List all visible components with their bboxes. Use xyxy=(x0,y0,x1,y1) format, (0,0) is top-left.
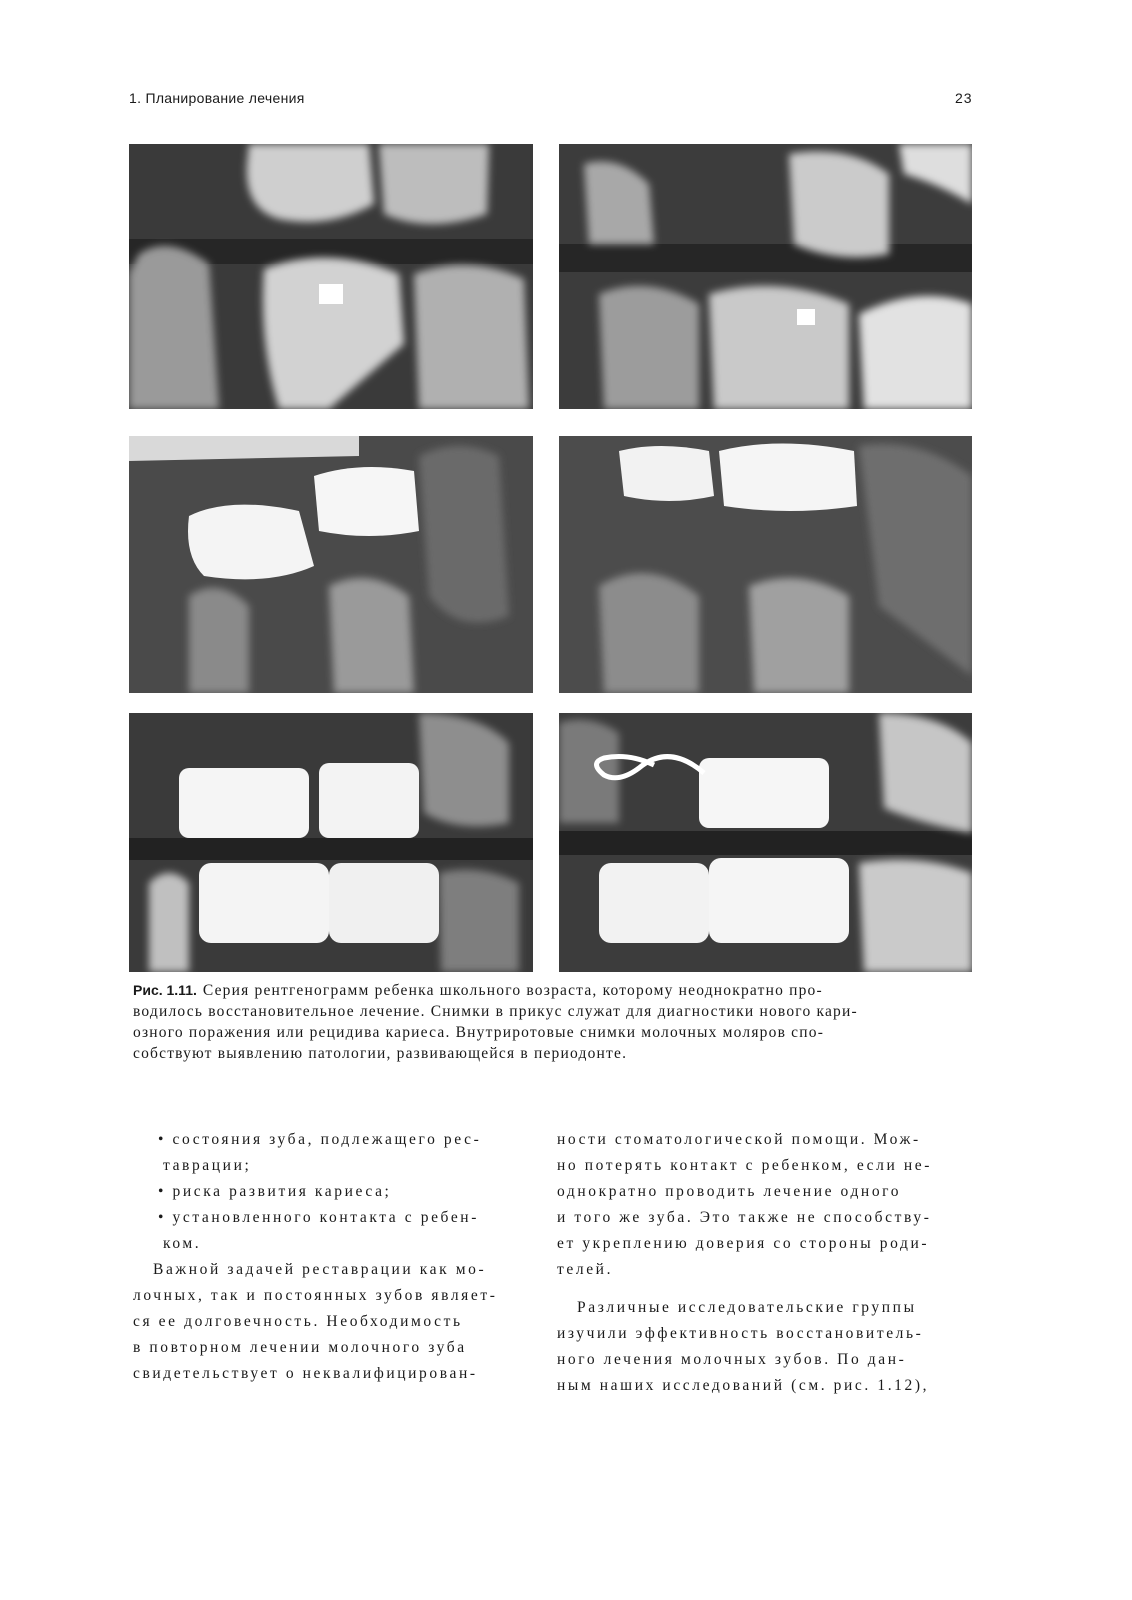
paragraph-line: изучили эффективность восстановитель- xyxy=(557,1325,924,1342)
bullet-item: • состояния зуба, подлежащего рес- xyxy=(158,1131,482,1148)
xray-panel-2 xyxy=(559,144,972,409)
xray-figure xyxy=(129,144,972,972)
caption-line: собствуют выявлению патологии, развивающейся в периодонте. xyxy=(133,1045,628,1062)
figure-caption xyxy=(133,980,973,1064)
paragraph-line: свидетельствует о неквалифицирован- xyxy=(133,1365,478,1382)
paragraph-line: Различные исследовательские группы xyxy=(577,1299,917,1316)
paragraph-line: ет укреплению доверия со стороны роди- xyxy=(557,1235,930,1252)
xray-panel-1 xyxy=(129,144,533,409)
page-number: 23 xyxy=(955,90,973,106)
paragraph-line: но потерять контакт с ребенком, если не- xyxy=(557,1157,932,1174)
body-column-left xyxy=(133,1127,533,1387)
paragraph-line: ности стоматологической помощи. Мож- xyxy=(557,1131,921,1148)
paragraph-line: однократно проводить лечение одного xyxy=(557,1183,902,1200)
bullet-item: • риска развития кариеса; xyxy=(158,1183,392,1200)
paragraph-line: телей. xyxy=(557,1261,614,1278)
paragraph-line: лочных, так и постоянных зубов являет- xyxy=(133,1287,498,1304)
paragraph-line: ного лечения молочных зубов. По дан- xyxy=(557,1351,907,1368)
body-column-right xyxy=(557,1127,969,1399)
figure-label: Рис. 1.11. xyxy=(133,982,197,998)
bullet-item-continuation: ком. xyxy=(163,1235,202,1252)
xray-panel-6 xyxy=(559,713,972,972)
paragraph-line: и того же зуба. Это также не способству- xyxy=(557,1209,932,1226)
caption-line: Серия рентгенограмм ребенка школьного возраста, которому неоднократно про- xyxy=(202,982,823,999)
running-header-chapter: 1. Планирование лечения xyxy=(129,90,305,106)
caption-line: водилось восстановительное лечение. Снимки в прикус служат для диагностики нового кари- xyxy=(133,1003,858,1020)
xray-panel-5 xyxy=(129,713,533,972)
caption-line: озного поражения или рецидива кариеса. Внутриротовые снимки молочных моляров спо- xyxy=(133,1024,825,1041)
bullet-item: • установленного контакта с ребен- xyxy=(158,1209,479,1226)
paragraph-line: Важной задачей реставрации как мо- xyxy=(153,1261,487,1278)
xray-panel-3 xyxy=(129,436,533,693)
paragraph-line: ным наших исследований (см. рис. 1.12), xyxy=(557,1377,930,1394)
paragraph-line: ся ее долговечность. Необходимость xyxy=(133,1313,463,1330)
xray-panel-4 xyxy=(559,436,972,693)
paragraph-line: в повторном лечении молочного зуба xyxy=(133,1339,467,1356)
bullet-item-continuation: таврации; xyxy=(163,1157,252,1174)
